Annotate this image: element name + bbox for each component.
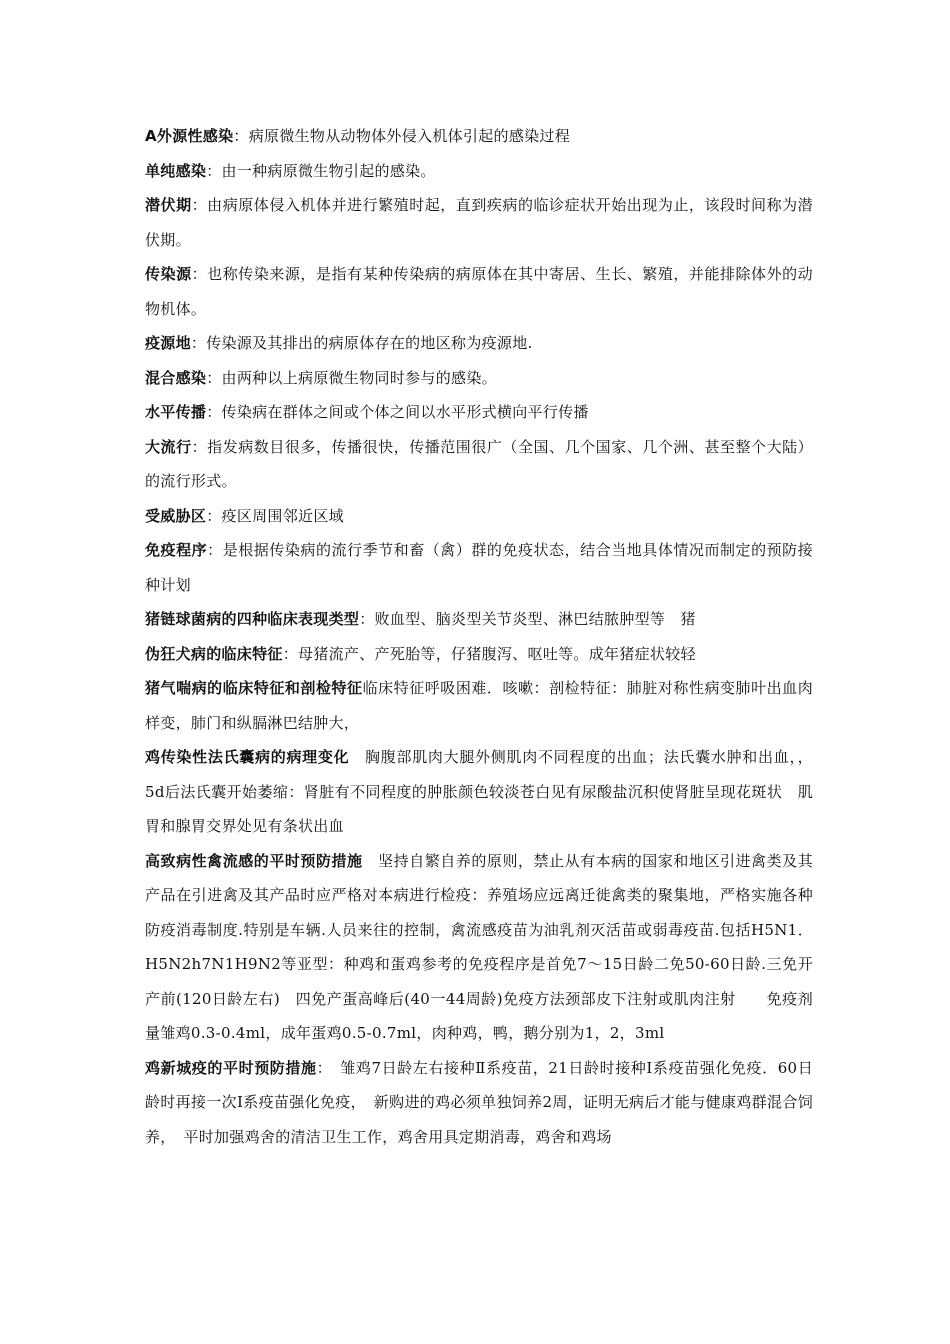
- separator: ：: [206, 368, 222, 387]
- definition: 病原微生物从动物体外侵入机体引起的感染过程: [248, 127, 571, 145]
- entry-mixed-infection: [145, 361, 813, 396]
- term: 鸡新城疫的平时预防措施: [145, 1058, 317, 1077]
- term: A外源性感染: [145, 127, 234, 145]
- separator: ：: [191, 265, 208, 283]
- definition: 由两种以上病原微生物同时参与的感染。: [221, 368, 497, 387]
- entry-swine-streptococcosis: [145, 602, 813, 637]
- definition: 胸腹部肌肉大腿外侧肌肉不同程度的出血；法氏囊水肿和出血，，5d后法氏囊开始萎缩：肾脏有不同程度的肿胀颜色较淡苍白见有尿酸盐沉积使肾脏呈现花斑状 肌胃和腺胃交界处见有条状出血: [145, 748, 813, 835]
- entry-newcastle-disease-prevention: [145, 1051, 813, 1155]
- definition: 由一种病原微生物引起的感染。: [221, 161, 436, 180]
- term: 大流行: [145, 437, 192, 456]
- entry-epidemic-focus: [145, 326, 813, 361]
- term: 混合感染: [145, 368, 207, 387]
- separator: ：: [233, 127, 249, 145]
- term: 潜伏期: [145, 196, 192, 214]
- definition: 也称传染来源，是指有某种传染病的病原体在其中寄居、生长、繁殖，并能排除体外的动物机体。: [145, 265, 813, 318]
- separator: ：: [191, 196, 208, 214]
- definition: 临床特征呼吸困难．咳嗽：剖检特征：肺脏对称性病变肺叶出血肉样变，肺门和纵膈淋巴结肿大，: [145, 679, 814, 732]
- separator: ：: [359, 610, 375, 628]
- entry-threatened-area: [145, 499, 813, 534]
- entry-horizontal-transmission: [145, 395, 813, 430]
- separator: ：: [206, 161, 222, 180]
- entry-incubation-period: [145, 188, 813, 257]
- definition: 雏鸡7日龄左右接种Ⅱ系疫苗，21日龄时接种Ⅰ系疫苗强化免疫．60日龄时再接一次Ⅰ系疫苗强化免疫， 新购进的鸡必须单独饲养2周，证明无病后才能与健康鸡群混合饲养， 平时加强鸡舍的清洁卫生工作，鸡舍用具定期消毒，鸡舍和鸡场: [145, 1058, 813, 1146]
- separator: ：: [190, 334, 207, 352]
- separator: ：: [207, 541, 223, 559]
- entry-avian-influenza-prevention: [145, 844, 813, 1051]
- separator: ：: [316, 1058, 325, 1077]
- term: 单纯感染: [145, 161, 207, 180]
- entry-infectious-bursal-disease: [145, 740, 813, 844]
- term: 免疫程序: [145, 541, 208, 559]
- definition: 传染病在群体之间或个体之间以水平形式横向平行传播: [221, 403, 589, 421]
- term: 水平传播: [145, 403, 207, 421]
- entry-swine-enzootic-pneumonia: [145, 671, 813, 740]
- term: 高致病性禽流感的平时预防措施: [145, 851, 363, 870]
- definition: 由病原体侵入机体并进行繁殖时起，直到疾病的临诊症状开始出现为止，该段时间称为潜伏期。: [145, 196, 813, 249]
- definition: 传染源及其排出的病原体存在的地区称为疫源地.: [206, 334, 533, 352]
- document-body: [145, 119, 813, 1154]
- definition: 母猪流产、产死胎等，仔猪腹泻、呕吐等。成年猪症状较轻: [298, 644, 696, 663]
- term: 疫源地: [145, 334, 191, 352]
- entry-immunization-program: [145, 533, 813, 602]
- entry-source-of-infection: [145, 257, 813, 326]
- separator: ：: [191, 437, 208, 456]
- term: 猪链球菌病的四种临床表现类型: [145, 610, 360, 628]
- entry-simple-infection: [145, 154, 813, 189]
- term: 传染源: [145, 265, 192, 283]
- term: 伪狂犬病的临床特征: [145, 644, 283, 663]
- definition: 指发病数目很多，传播很快，传播范围很广（全国、几个国家、几个洲、甚至整个大陆）的流行形式。: [145, 437, 813, 490]
- definition: 疫区周围邻近区域: [221, 506, 344, 525]
- term: 鸡传染性法氏囊病的病理变化: [145, 748, 350, 766]
- definition: 坚持自繁自养的原则，禁止从有本病的国家和地区引进禽类及其产品在引进禽及其产品时应严格对本病进行检疫：养殖场应远离迁徙禽类的聚集地，严格实施各种防疫消毒制度.特别是车辆.人员来往的控制，禽流感疫苗为油乳剂灭活苗或弱毒疫苗.包括H5N1．H5N2h7N1H9N2等亚型：种鸡和蛋鸡参考的免疫程序是首免7～15日龄二免50-60日龄.三免开产前(120日龄左右) 四免产蛋高峰后(40一44周龄)免疫方法颈部皮下注射或肌肉注射 免疫剂量雏鸡0.3-0.4ml，成年蛋鸡0.5-0.7ml，肉种鸡，鸭，鹅分别为1，2，3ml: [145, 851, 814, 1042]
- separator: ：: [282, 644, 299, 663]
- separator: ：: [206, 506, 222, 525]
- term: 受威胁区: [145, 506, 207, 525]
- separator: ：: [206, 403, 222, 421]
- entry-exogenous-infection: [145, 119, 813, 154]
- entry-pandemic: [145, 430, 813, 499]
- definition: 败血型、脑炎型关节炎型、淋巴结脓肿型等 猪: [374, 610, 696, 628]
- entry-pseudorabies: [145, 637, 813, 672]
- term: 猪气喘病的临床特征和剖检特征: [145, 679, 363, 697]
- definition: 是根据传染病的流行季节和畜（禽）群的免疫状态，结合当地具体情况而制定的预防接种计划: [145, 541, 814, 594]
